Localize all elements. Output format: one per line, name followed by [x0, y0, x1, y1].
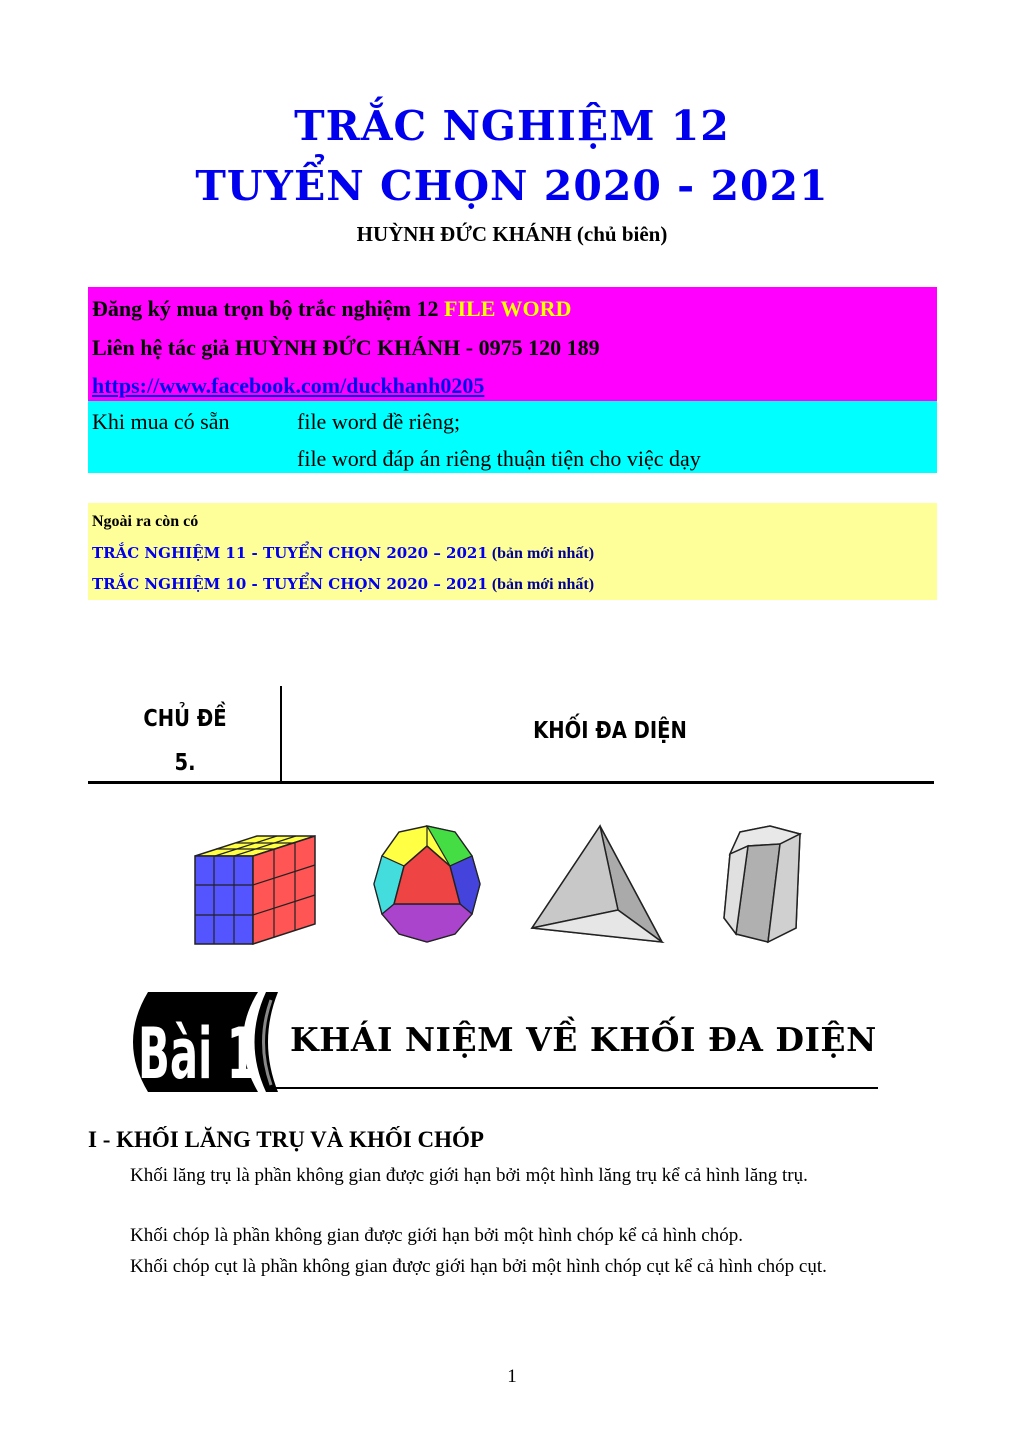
section-heading: I - KHỐI LĂNG TRỤ VÀ KHỐI CHÓP — [88, 1127, 484, 1152]
topic-label-line1: CHỦ ĐỀ — [143, 706, 227, 732]
lesson-badge-text: Bài 1 — [138, 1013, 256, 1095]
register-text: Đăng ký mua trọn bộ trắc nghiệm 12 — [92, 296, 445, 321]
buy-label: Khi mua có sẵn — [92, 409, 230, 434]
others-item-1 — [92, 544, 594, 563]
topic-name: KHỐI ĐA DIỆN — [533, 718, 687, 744]
polyhedra-illustrations — [185, 820, 785, 950]
lesson-title: KHÁI NIỆM VỀ KHỐI ĐA DIỆN — [290, 1020, 877, 1059]
paragraph-2: Khối chóp là phần không gian được giới hạn bởi một hình chóp kể cả hình chóp. — [130, 1225, 743, 1246]
buy-item-1: file word đề riêng; — [297, 409, 461, 434]
topic-label — [126, 697, 245, 785]
tetrahedron-icon — [532, 826, 662, 942]
main-title-line2: TUYỂN CHỌN 2020 - 2021 — [195, 162, 829, 210]
lesson-badge — [118, 990, 288, 1095]
page-number: 1 — [507, 1366, 517, 1387]
others-heading: Ngoài ra còn có — [92, 513, 199, 530]
file-word-highlight: FILE WORD — [444, 296, 572, 321]
others-item-1-note: (bản mới nhất) — [491, 545, 595, 562]
dodecahedron-icon — [374, 826, 480, 942]
topic-divider — [280, 686, 282, 782]
others-item-2-note: (bản mới nhất) — [491, 576, 595, 593]
paragraph-3: Khối chóp cụt là phần không gian được giới hạn bởi một hình chóp cụt kể cả hình chóp cụt. — [130, 1256, 827, 1277]
contact-line: Liên hệ tác giả HUỲNH ĐỨC KHÁNH - 0975 120 189 — [92, 335, 600, 360]
paragraph-1: Khối lăng trụ là phần không gian được giới hạn bởi một hình lăng trụ kể cả hình lăng trụ. — [130, 1165, 808, 1186]
rubik-cube-icon — [195, 836, 315, 944]
others-item-2 — [92, 575, 594, 594]
others-item-2-title: TRẮC NGHIỆM 10 - TUYỂN CHỌN 2020 – 2021 — [92, 575, 488, 593]
author-line: HUỲNH ĐỨC KHÁNH (chủ biên) — [356, 222, 668, 246]
others-item-1-title: TRẮC NGHIỆM 11 - TUYỂN CHỌN 2020 – 2021 — [92, 544, 488, 562]
topic-label-line2: 5. — [174, 750, 196, 776]
main-title-line1: TRẮC NGHIỆM 12 — [294, 102, 730, 150]
lesson-underline — [268, 1087, 878, 1089]
hexagonal-prism-icon — [724, 826, 800, 942]
register-line — [92, 296, 571, 322]
buy-item-2: file word đáp án riêng thuận tiện cho việc dạy — [297, 446, 701, 471]
topic-underline — [88, 781, 934, 784]
facebook-link[interactable]: https://www.facebook.com/duckhanh0205 — [92, 373, 485, 398]
